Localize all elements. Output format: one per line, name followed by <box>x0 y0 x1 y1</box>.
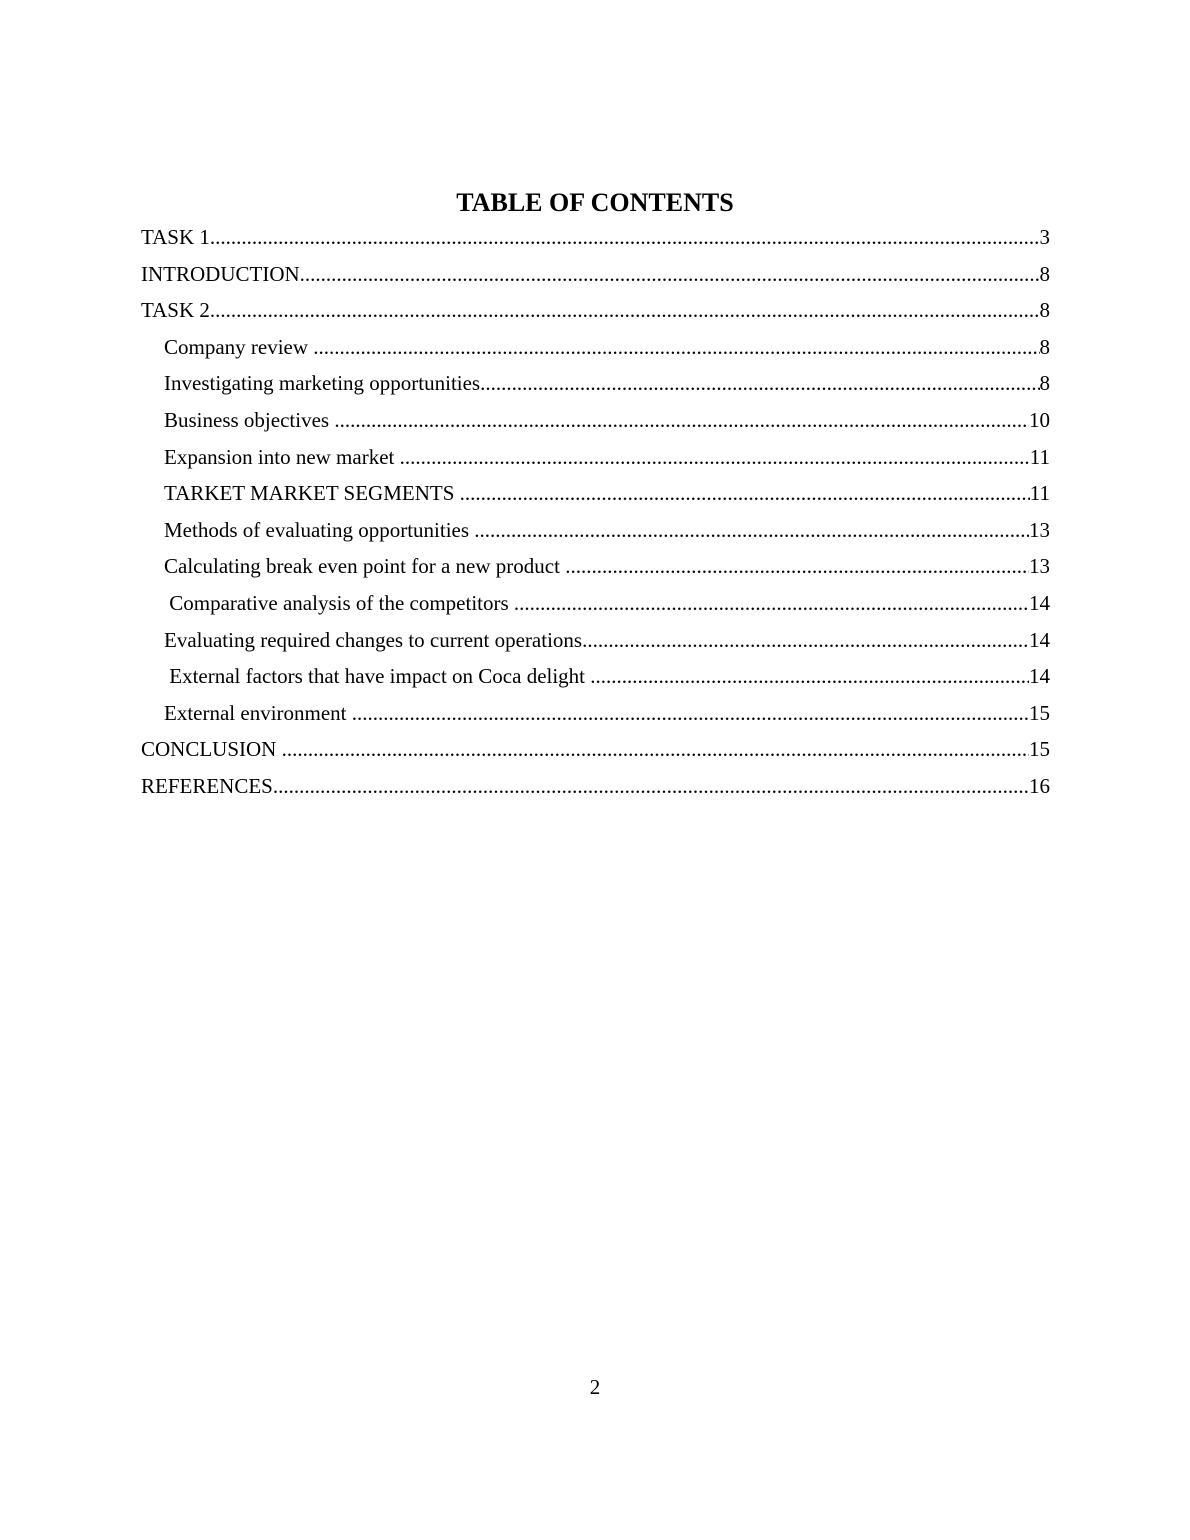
toc-dot-leader <box>400 442 1030 472</box>
toc-entry-label: CONCLUSION <box>141 737 282 762</box>
toc-dot-leader <box>210 295 1040 325</box>
toc-dot-leader <box>313 332 1039 362</box>
toc-entry-label: TASK 1 <box>141 225 210 249</box>
toc-entry-page: 13 <box>1029 517 1050 542</box>
toc-entry-page: 11 <box>1029 481 1050 506</box>
toc-entry-page: 14 <box>1029 590 1050 615</box>
toc-entry-comparative-analysis-of-competitors[interactable] <box>141 588 1050 625</box>
toc-dot-leader <box>474 515 1029 545</box>
toc-entry-page: 14 <box>1029 627 1050 652</box>
toc-entry-task-2[interactable] <box>141 295 1050 332</box>
toc-entry-label: TASK 2 <box>141 298 210 323</box>
toc-entry-evaluating-required-changes[interactable] <box>141 625 1050 662</box>
toc-entry-label: Company review <box>164 334 314 359</box>
toc-entry-page: 8 <box>1039 371 1050 396</box>
toc-entry-label: Calculating break even point for a new product <box>164 554 566 579</box>
toc-entry-page: 15 <box>1029 737 1050 762</box>
toc-dot-leader <box>334 405 1029 435</box>
toc-entry-label: TARKET MARKET SEGMENTS <box>164 481 460 506</box>
toc-entry-label: Expansion into new market <box>164 444 400 469</box>
toc-entry-methods-of-evaluating-opportunities[interactable] <box>141 515 1050 552</box>
toc-entry-company-review[interactable] <box>141 332 1050 369</box>
toc-entry-conclusion[interactable] <box>141 734 1050 771</box>
page-number: 2 <box>589 1375 601 1399</box>
toc-entry-references[interactable] <box>141 771 1050 808</box>
toc-dot-leader <box>352 698 1029 728</box>
toc-entry-label: REFERENCES <box>141 773 273 798</box>
toc-dot-leader <box>210 222 1040 252</box>
toc-entry-label: INTRODUCTION <box>141 261 300 286</box>
toc-entry-page: 8 <box>1039 298 1050 323</box>
toc-entry-introduction[interactable] <box>141 259 1050 296</box>
toc-entry-business-objectives[interactable] <box>141 405 1050 442</box>
toc-entry-task-1[interactable] <box>141 222 1050 259</box>
toc-entry-page: 16 <box>1029 773 1050 798</box>
toc-dot-leader <box>565 551 1029 581</box>
toc-entry-page: 8 <box>1039 261 1050 286</box>
toc-dot-leader <box>300 259 1040 289</box>
toc-entry-page: 3 <box>1039 225 1050 249</box>
toc-entry-page: 10 <box>1029 407 1050 432</box>
toc-entry-page: 8 <box>1039 334 1050 359</box>
toc-dot-leader <box>273 771 1029 801</box>
toc-dot-leader <box>282 734 1029 764</box>
toc-entry-external-factors[interactable] <box>141 661 1050 698</box>
toc-dot-leader <box>582 625 1029 655</box>
toc-entry-investigating-marketing-opportunities[interactable] <box>141 368 1050 405</box>
toc-entry-external-environment[interactable] <box>141 698 1050 735</box>
toc-entry-label: External environment <box>164 700 352 725</box>
toc-entry-page: 15 <box>1029 700 1050 725</box>
toc-entry-target-market-segments[interactable] <box>141 478 1050 515</box>
toc-entry-label: Comparative analysis of the competitors <box>164 590 514 615</box>
toc-entry-calculating-break-even-point[interactable] <box>141 551 1050 588</box>
toc-entry-page: 11 <box>1029 444 1050 469</box>
toc-entry-label: Evaluating required changes to current operations <box>164 627 583 652</box>
toc-entry-label: External factors that have impact on Coca delight <box>164 664 591 689</box>
toc-entry-label: Methods of evaluating opportunities <box>164 517 475 542</box>
toc-entry-expansion-into-new-market[interactable] <box>141 442 1050 479</box>
toc-entry-page: 14 <box>1029 664 1050 689</box>
toc-dot-leader <box>514 588 1029 618</box>
toc-entry-page: 13 <box>1029 554 1050 579</box>
toc-entry-label: Business objectives <box>164 407 335 432</box>
toc-entry-label: Investigating marketing opportunities <box>164 371 481 396</box>
toc-dot-leader <box>480 368 1039 398</box>
toc-dot-leader <box>460 478 1030 508</box>
toc-list <box>141 222 1050 808</box>
toc-dot-leader <box>590 661 1029 691</box>
toc-title: TABLE OF CONTENTS <box>456 188 734 217</box>
